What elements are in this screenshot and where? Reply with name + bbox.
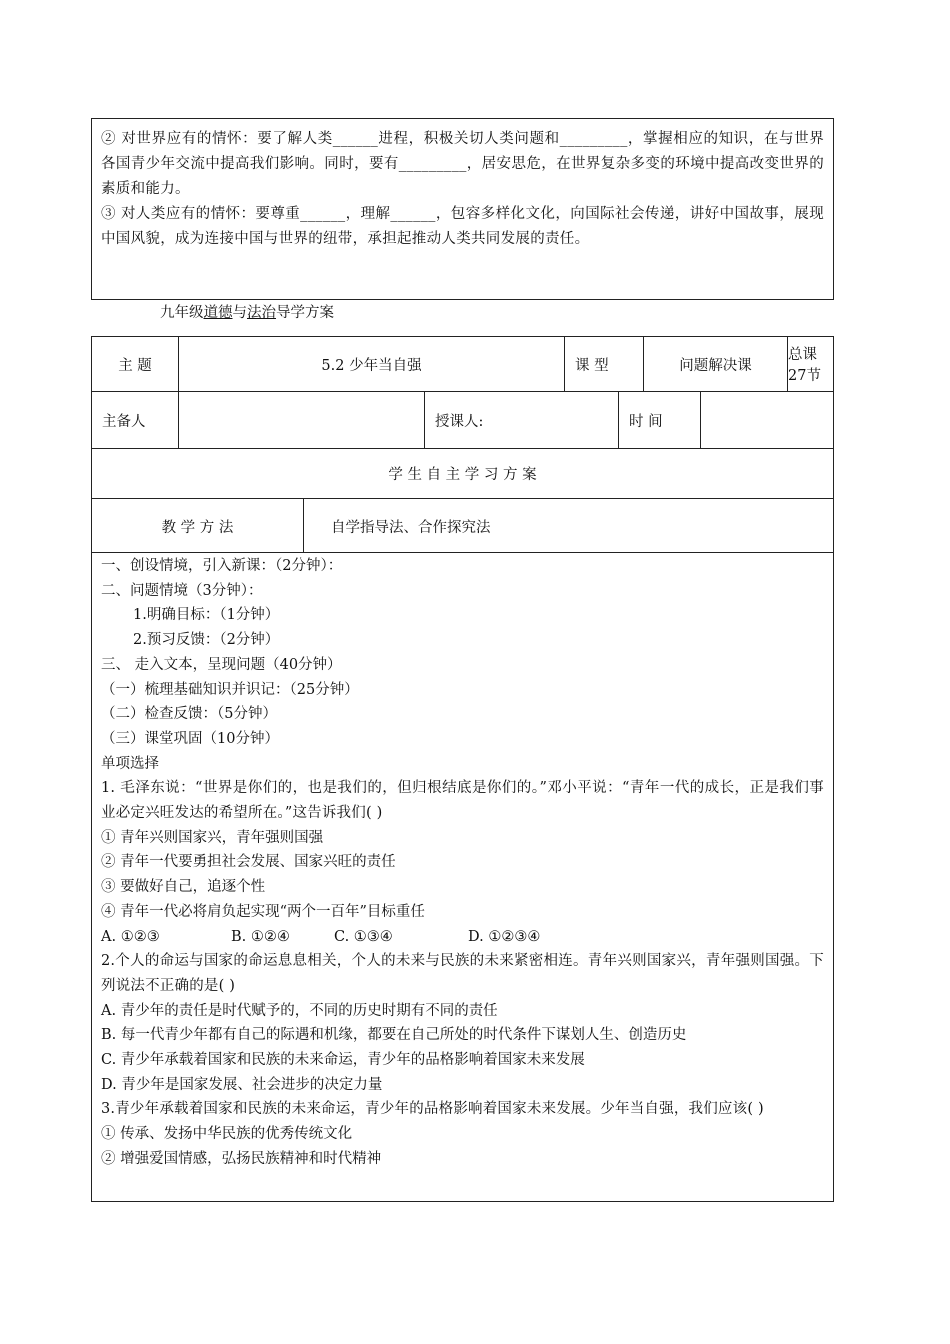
step-2-1: 1.明确目标：（1分钟） [133,607,280,624]
humanity-feelings-paragraph: ③ 对人类应有的情怀：要尊重______，理解______，包容多样化文化，向国际社会传递，讲好中国故事，展现中国风貌，成为连接中国与世界的纽带，承担起推动人类共同发展的责任。 [101,206,824,247]
step-3-2: （二）检查反馈：（5分钟） [101,706,277,723]
subtitle-middle: 与 [232,305,247,321]
staff-row [92,392,833,449]
method-label: 教 学 方 法 [92,499,304,553]
topic-value: 5.2 少年当自强 [179,337,565,391]
top-section-box [91,118,834,300]
question-3-item: ① 传承、发扬中华民族的优秀传统文化 [101,1126,353,1143]
document-subtitle [160,302,334,324]
time-label: 时 间 [619,392,701,448]
main-content-box [91,552,834,1202]
question-1-item: ② 青年一代要勇担社会发展、国家兴旺的责任 [101,854,396,871]
plan-title-row [92,449,833,499]
step-3-1: （一）梳理基础知识并识记：（25分钟） [101,681,359,698]
subtitle-subject-part1: 道德 [203,305,233,321]
question-2-option[interactable]: D. 青少年是国家发展、社会进步的决定力量 [101,1076,383,1093]
step-3: 三、 走入文本，呈现问题（40分钟） [101,656,342,673]
topic-label: 主 题 [92,337,179,391]
step-3-3: （三）课堂巩固（10分钟） [101,730,279,747]
question-1-item: ③ 要做好自己，追逐个性 [101,879,266,896]
subtitle-prefix: 九年级 [160,305,204,321]
question-1-item: ④ 青年一代必将肩负起实现“两个一百年”目标重任 [101,903,425,920]
world-feelings-paragraph: ② 对世界应有的情怀：要了解人类______进程，积极关切人类问题和_________，掌握相应的知识，在与世界各国青少年交流中提高我们影响。同时，要有_________，居安思危，在世界复杂多变的环境中提高改变世界的素质和能力。 [101,131,824,197]
question-1-item: ① 青年兴则国家兴，青年强则国强 [101,829,324,846]
teacher-label: 授课人: [425,392,619,448]
type-label: 课 型 [565,337,644,391]
option-d[interactable]: D. ①②③④ [468,928,541,945]
plan-title: 学 生 自 主 学 习 方 案 [388,467,537,483]
step-2: 二、问题情境（3分钟）： [101,582,263,599]
question-1-options [101,925,824,950]
question-2-option[interactable]: A. 青少年的责任是时代赋予的，不同的历史时期有不同的责任 [101,1002,498,1019]
lesson-header-table [91,336,834,553]
method-value: 自学指导法、合作探究法 [331,519,491,536]
option-c[interactable]: C. ①③④ [334,928,393,945]
question-3-stem: 3.青少年承载着国家和民族的未来命运，青少年的品格影响着国家未来发展。少年当自强，我们应该( ) [101,1101,764,1118]
option-b[interactable]: B. ①②④ [231,928,290,945]
time-value[interactable] [701,392,833,448]
question-1-stem: 1. 毛泽东说：“世界是你们的，也是我们的，但归根结底是你们的。”邓小平说：“青年一代的成长，正是我们事业必定兴旺发达的希望所在。”这告诉我们( ) [101,780,824,822]
method-row [92,499,833,553]
step-1: 一、创设情境，引入新课：（2分钟）： [101,558,343,574]
single-choice-heading: 单项选择 [101,755,159,772]
question-3-item: ② 增强爱国情感，弘扬民族精神和时代精神 [101,1150,382,1167]
subtitle-suffix: 导学方案 [276,305,334,321]
option-a[interactable]: A. ①②③ [101,928,160,945]
question-2-option[interactable]: B. 每一代青少年都有自己的际遇和机缘，都要在自己所处的时代条件下谋划人生、创造历史 [101,1027,687,1044]
step-2-2: 2.预习反馈：（2分钟） [133,632,280,649]
type-value: 问题解决课 [644,337,788,391]
question-2-stem: 2.个人的命运与国家的命运息息相关，个人的未来与民族的未来紧密相连。青年兴则国家兴，青年强则国强。下列说法不正确的是( ) [101,953,824,994]
preparer-value[interactable] [179,392,425,448]
question-2-option[interactable]: C. 青少年承载着国家和民族的未来命运，青少年的品格影响着国家未来发展 [101,1052,585,1069]
lesson-count: 总课27节 [788,347,821,384]
preparer-label: 主备人 [92,392,179,448]
subtitle-subject-part2: 法治 [247,305,276,321]
topic-row [92,337,833,392]
